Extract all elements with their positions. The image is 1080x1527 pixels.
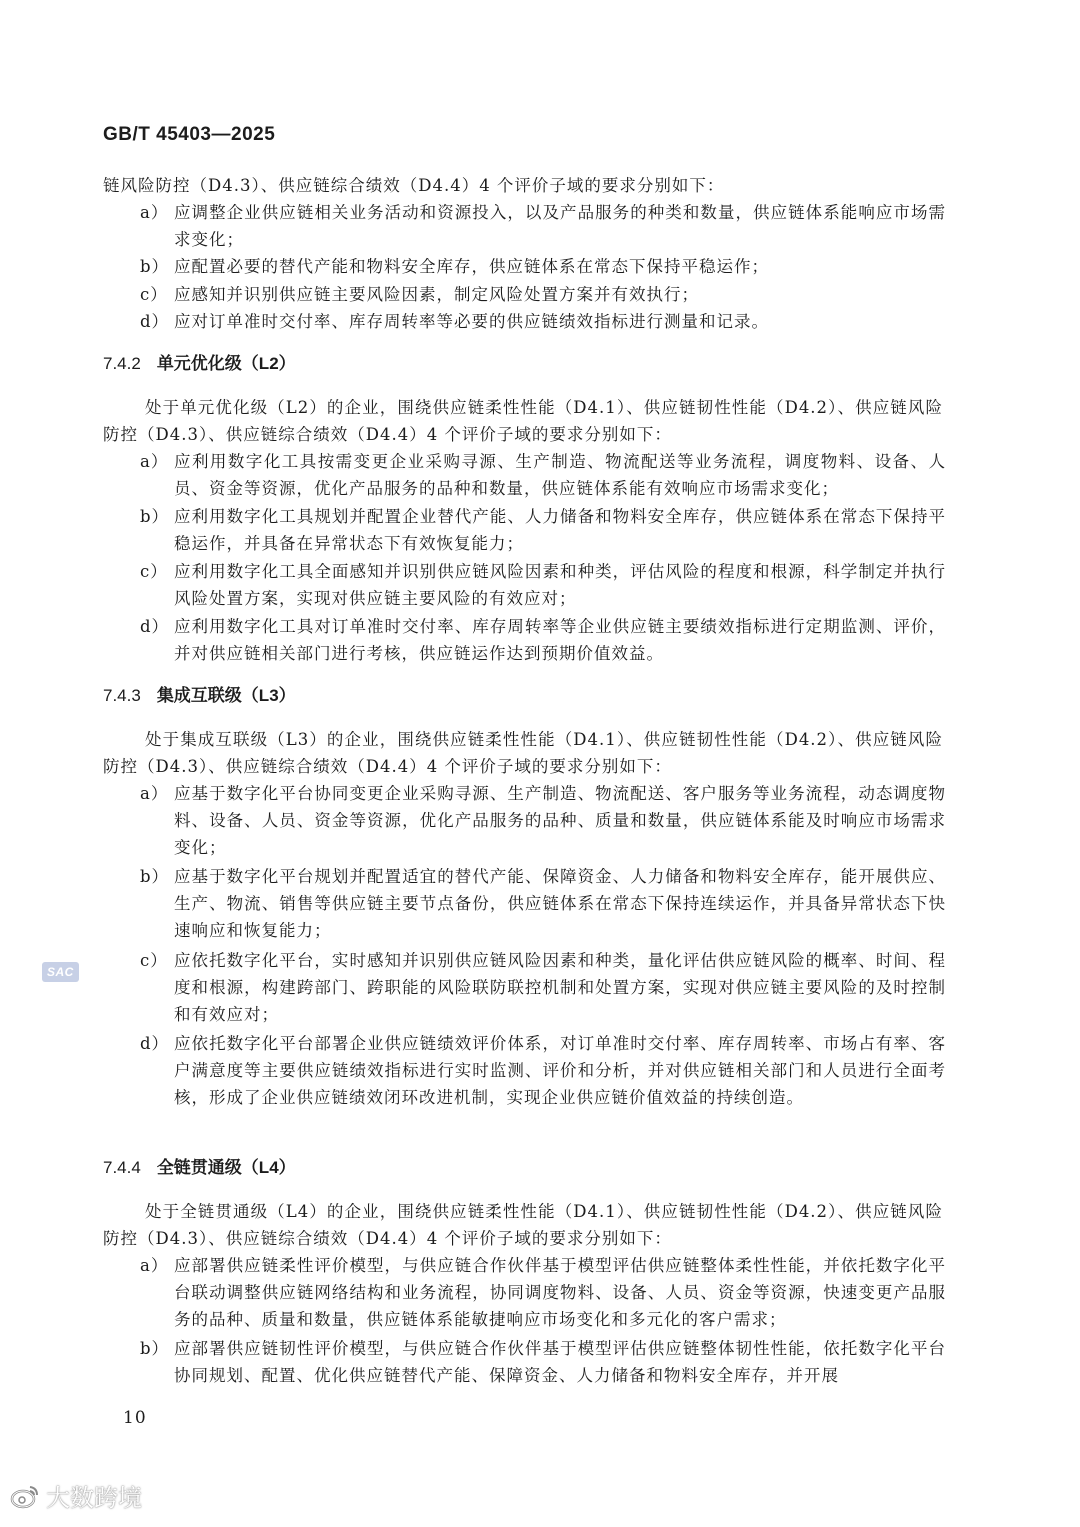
list-item <box>140 780 946 861</box>
list-item <box>140 1252 946 1333</box>
list-item <box>140 558 946 612</box>
list-item-text: 应对订单准时交付率、库存周转率等必要的供应链绩效指标进行测量和记录。 <box>174 312 769 331</box>
list-item-text: 应配置必要的替代产能和物料安全库存，供应链体系在常态下保持平稳运作； <box>174 257 769 276</box>
list-marker: c） <box>140 285 168 304</box>
standard-code: GB/T 45403—2025 <box>103 124 276 145</box>
list-item-text: 应依托数字化平台部署企业供应链绩效评价体系，对订单准时交付率、库存周转率、市场占有率、客户满意度等主要供应链绩效指标进行实时监测、评价和分析，并对供应链相关部门和人员进行全面考核，形成了企业供应链绩效闭环改进机制，实现企业供应链价值效益的持续创造。 <box>174 1034 946 1107</box>
list-item <box>140 1335 946 1389</box>
list-item <box>140 308 946 335</box>
list-item <box>140 448 946 502</box>
sac-watermark-logo: SAC <box>42 962 79 982</box>
section-number: 7.4.3 <box>103 686 141 705</box>
bottom-watermark-text: 大数跨境 <box>46 1484 142 1512</box>
intro-continuation: 链风险防控（D4.3）、供应链综合绩效（D4.4）4 个评价子域的要求分别如下： <box>103 176 725 195</box>
list-item-text: 应依托数字化平台，实时感知并识别供应链风险因素和种类，量化评估供应链风险的概率、时间、程度和根源，构建跨部门、跨职能的风险联防联控机制和处置方案，实现对供应链主要风险的及时控制和有效应对； <box>174 951 946 1024</box>
list-marker: b） <box>140 1339 170 1358</box>
list-item <box>140 503 946 557</box>
list-marker: d） <box>140 1034 170 1053</box>
section-title: 集成互联级（L3） <box>156 686 296 705</box>
list-item-text: 应利用数字化工具对订单准时交付率、库存周转率等企业供应链主要绩效指标进行定期监测、评价，并对供应链相关部门进行考核，供应链运作达到预期价值效益。 <box>174 617 946 663</box>
section-intro: 处于单元优化级（L2）的企业，围绕供应链柔性性能（D4.1）、供应链韧性性能（D4.2）、供应链风险防控（D4.3）、供应链综合绩效（D4.4）4 个评价子域的要求分别如下： <box>103 398 943 444</box>
list-marker: b） <box>140 507 170 526</box>
list-marker: b） <box>140 867 170 886</box>
list-item-text: 应基于数字化平台规划并配置适宜的替代产能、保障资金、人力储备和物料安全库存，能开展供应、生产、物流、销售等供应链主要节点备份，供应链体系在常态下保持连续运作，并具备异常状态下快速响应和恢复能力； <box>174 867 946 940</box>
section-intro: 处于全链贯通级（L4）的企业，围绕供应链柔性性能（D4.1）、供应链韧性性能（D4.2）、供应链风险防控（D4.3）、供应链综合绩效（D4.4）4 个评价子域的要求分别如下： <box>103 1202 943 1248</box>
weibo-icon <box>10 1483 40 1509</box>
list-item-text: 应利用数字化工具规划并配置企业替代产能、人力储备和物料安全库存，供应链体系在常态下保持平稳运作，并具备在异常状态下有效恢复能力； <box>174 507 946 553</box>
list-item <box>140 281 946 308</box>
list-item <box>140 947 946 1028</box>
section-heading <box>103 1154 296 1181</box>
section-intro: 处于集成互联级（L3）的企业，围绕供应链柔性性能（D4.1）、供应链韧性性能（D4.2）、供应链风险防控（D4.3）、供应链综合绩效（D4.4）4 个评价子域的要求分别如下： <box>103 730 943 776</box>
list-item-text: 应利用数字化工具按需变更企业采购寻源、生产制造、物流配送等业务流程，调度物料、设备、人员、资金等资源，优化产品服务的品种和数量，供应链体系能有效响应市场需求变化； <box>174 452 946 498</box>
list-item-text: 应调整企业供应链相关业务活动和资源投入，以及产品服务的种类和数量，供应链体系能响应市场需求变化； <box>174 203 946 249</box>
section-number: 7.4.4 <box>103 1158 141 1177</box>
list-item <box>140 863 946 944</box>
list-item-text: 应基于数字化平台协同变更企业采购寻源、生产制造、物流配送、客户服务等业务流程，动态调度物料、设备、人员、资金等资源，优化产品服务的品种、质量和数量，供应链体系能及时响应市场需求变化； <box>174 784 946 857</box>
list-item <box>140 253 946 280</box>
section-title: 单元优化级（L2） <box>156 354 296 373</box>
page-number: 10 <box>123 1408 147 1428</box>
list-marker: a） <box>140 203 169 222</box>
list-item <box>140 199 946 253</box>
list-item <box>140 1030 946 1111</box>
list-marker: b） <box>140 257 170 276</box>
list-marker: a） <box>140 452 169 471</box>
list-item-text: 应利用数字化工具全面感知并识别供应链风险因素和种类，评估风险的程度和根源，科学制定并执行风险处置方案，实现对供应链主要风险的有效应对； <box>174 562 946 608</box>
bottom-watermark <box>10 1478 142 1513</box>
list-item-text: 应部署供应链柔性评价模型，与供应链合作伙伴基于模型评估供应链整体柔性性能，并依托数字化平台联动调整供应链网络结构和业务流程，协同调度物料、设备、人员、资金等资源，快速变更产品服务的品种、质量和数量，供应链体系能敏捷响应市场变化和多元化的客户需求； <box>174 1256 946 1329</box>
list-item <box>140 613 946 667</box>
section-heading <box>103 350 296 377</box>
list-marker: d） <box>140 312 170 331</box>
list-marker: d） <box>140 617 170 636</box>
list-marker: c） <box>140 951 168 970</box>
list-item-text: 应感知并识别供应链主要风险因素，制定风险处置方案并有效执行； <box>174 285 699 304</box>
section-title: 全链贯通级（L4） <box>156 1158 296 1177</box>
section-heading <box>103 682 296 709</box>
list-marker: a） <box>140 784 169 803</box>
section-number: 7.4.2 <box>103 354 141 373</box>
list-marker: c） <box>140 562 168 581</box>
list-marker: a） <box>140 1256 169 1275</box>
list-item-text: 应部署供应链韧性评价模型，与供应链合作伙伴基于模型评估供应链整体韧性性能，依托数字化平台协同规划、配置、优化供应链替代产能、保障资金、人力储备和物料安全库存，并开展 <box>174 1339 946 1385</box>
